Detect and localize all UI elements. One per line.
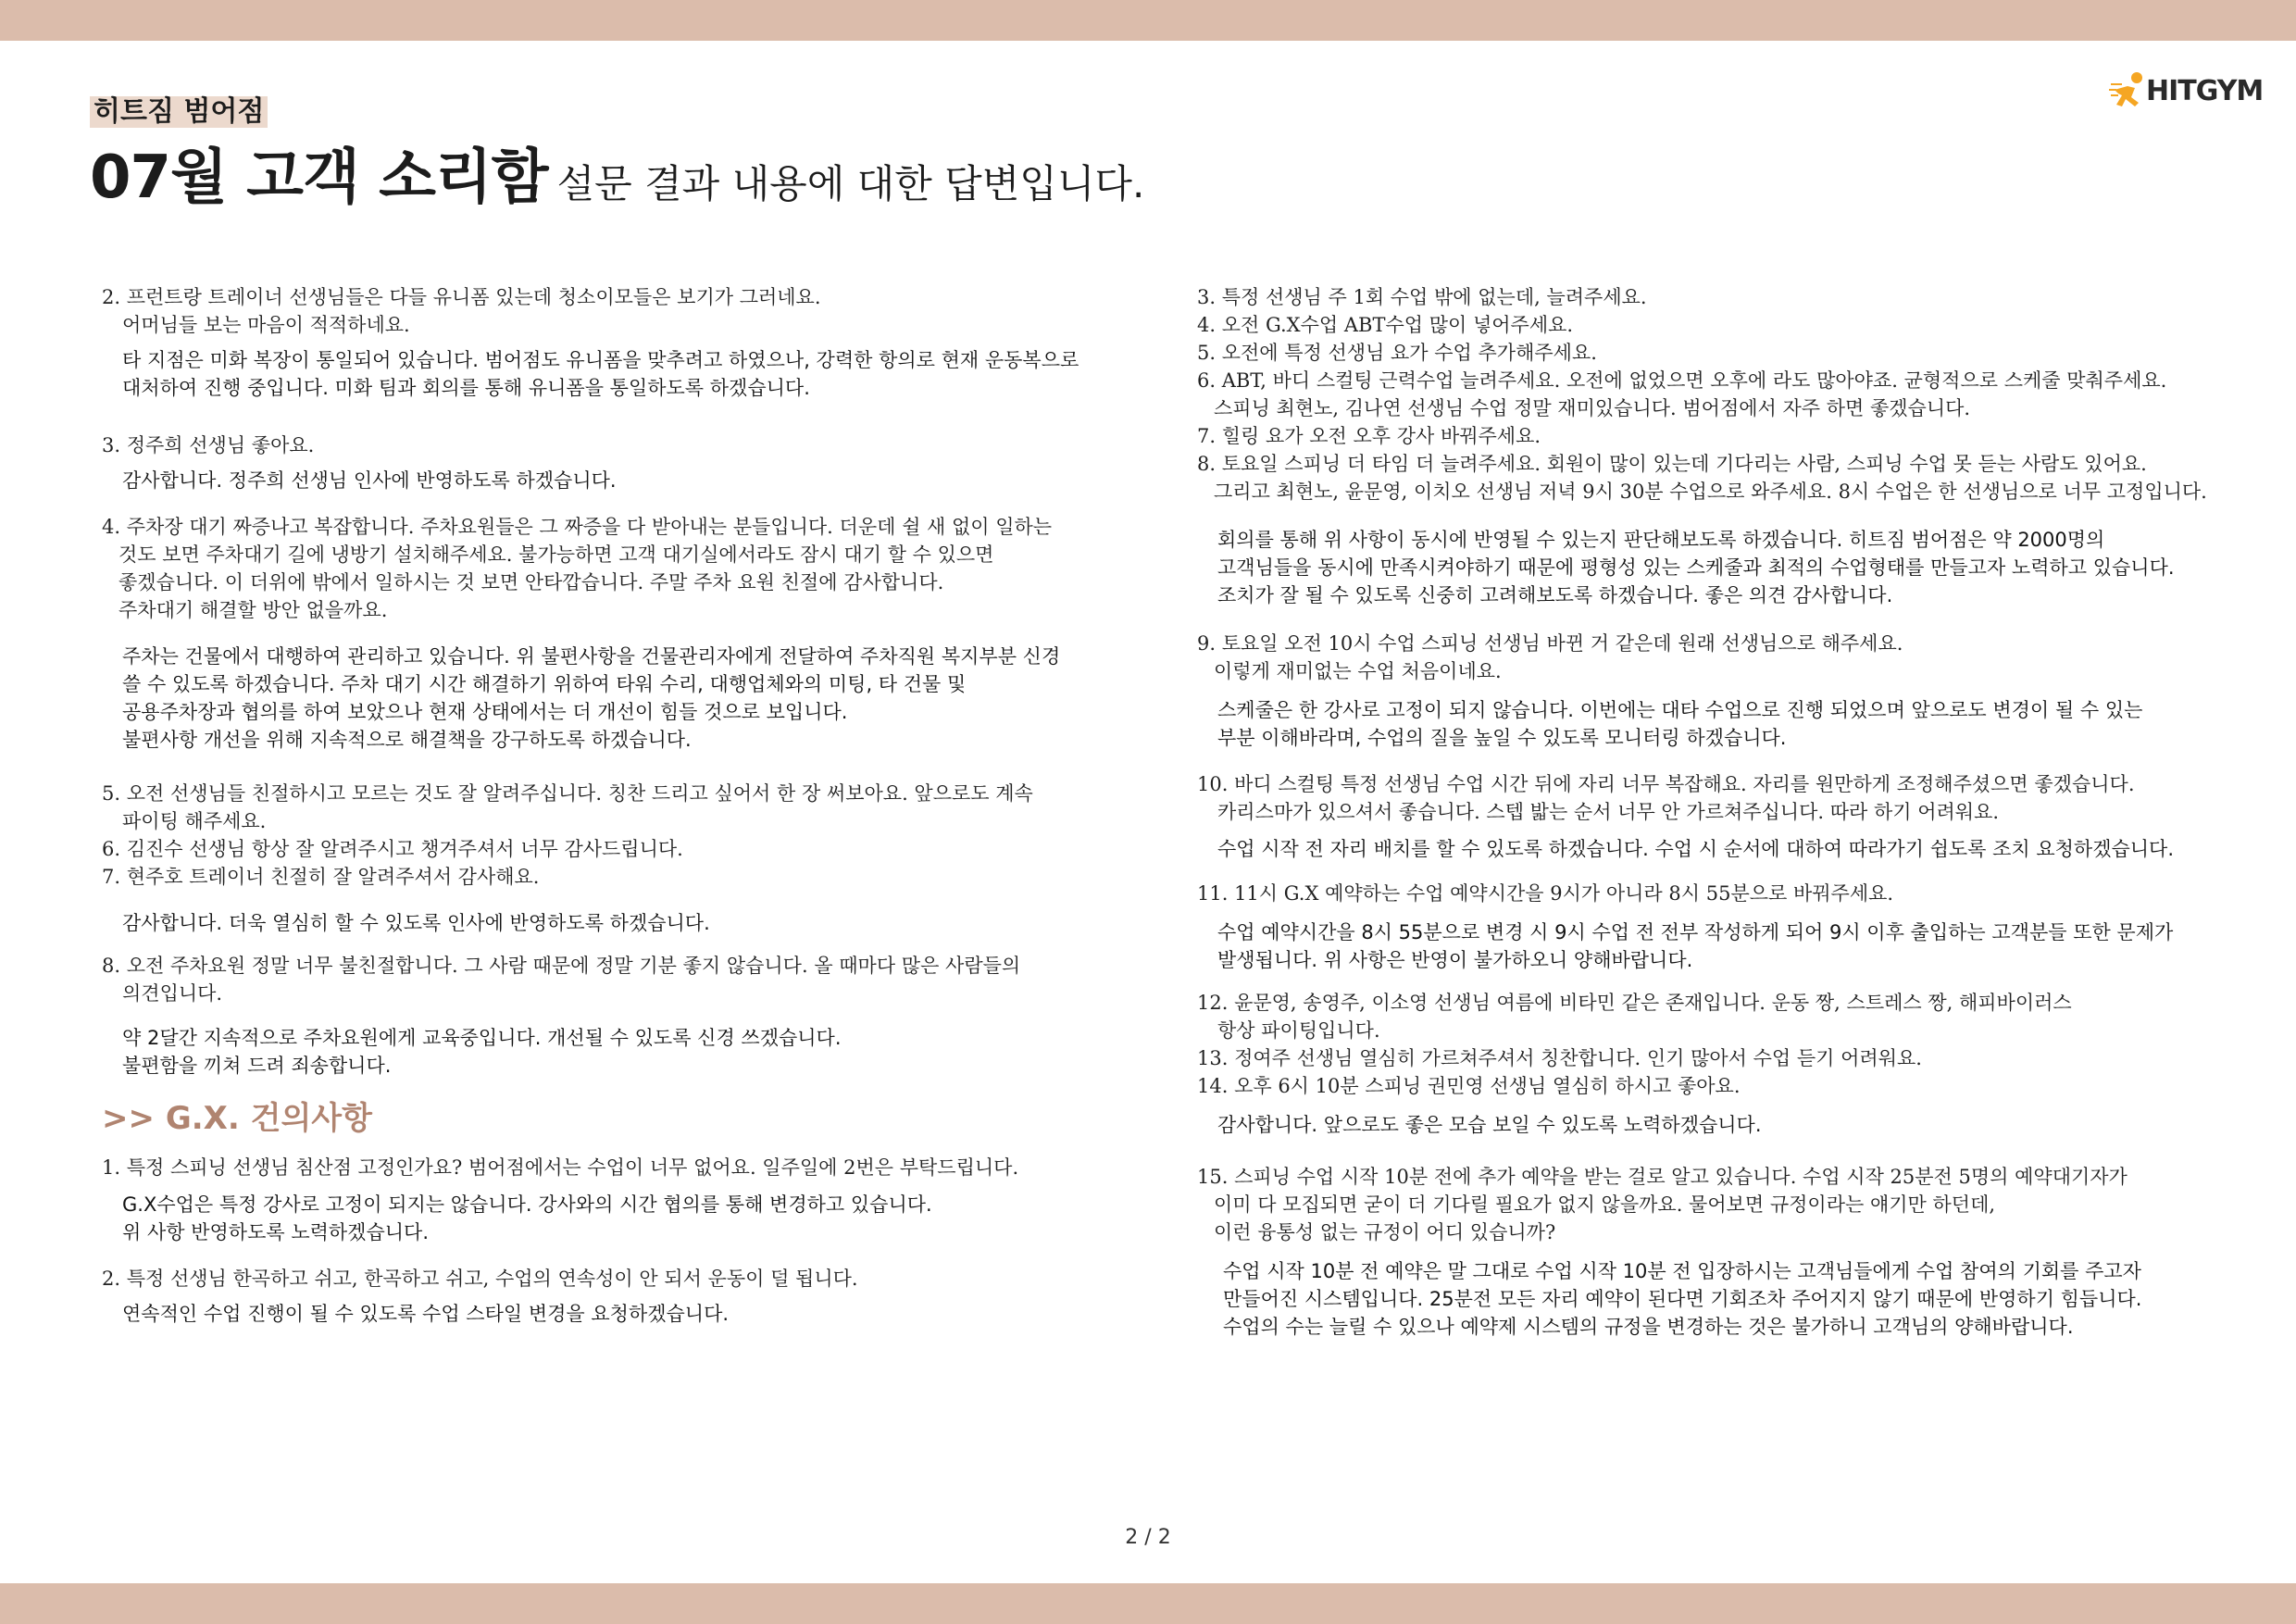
q8 (102, 952, 1120, 1007)
answer-line: 불편함을 끼쳐 드려 죄송합니다. (122, 1055, 392, 1077)
answer-line: 연속적인 수업 진행이 될 수 있도록 수업 스타일 변경을 요청하겠습니다. (122, 1303, 730, 1325)
gq1 (102, 1154, 1120, 1181)
rq15 (1197, 1163, 2252, 1246)
question-line: 6. 김진수 선생님 항상 잘 알려주시고 챙겨주셔서 너무 감사드립니다. (102, 838, 683, 860)
question-line: 의견입니다. (122, 982, 223, 1005)
answer-line: 수업 예약시간을 8시 55분으로 변경 시 9시 수업 전 전부 작성하게 되어 9시 이후 출입하는 고객분들 또한 문제가 (1217, 921, 2174, 943)
rq3to8 (1197, 283, 2252, 506)
answer-line: 감사합니다. 앞으로도 좋은 모습 보일 수 있도록 노력하겠습니다. (1217, 1114, 1762, 1136)
answer-line: 쓸 수 있도록 하겠습니다. 주차 대기 시간 해결하기 위하여 타워 수리, 대행업체와의 미팅, 타 건물 및 (122, 673, 967, 695)
ga2 (102, 1300, 1120, 1328)
page-title (90, 130, 1144, 215)
q2 (102, 283, 1120, 339)
question-line: 10. 바디 스컬팅 특정 선생님 수업 시간 뒤에 자리 너무 복잡해요. 자리를 원만하게 조정해주셨으면 좋겠습니다. (1197, 773, 2135, 795)
q4 (102, 513, 1120, 624)
page-number: 2 / 2 (1125, 1526, 1171, 1549)
question-line: 카리스마가 있으셔서 좋습니다. 스텝 밟는 순서 너무 안 가르쳐주십니다. 따라 하기 어려워요. (1217, 801, 2000, 823)
question-line: 어머님들 보는 마음이 적적하네요. (122, 314, 410, 336)
q3 (102, 431, 1120, 459)
question-line: 좋겠습니다. 이 더위에 밖에서 일하시는 것 보면 안타깝습니다. 주말 주차 요원 친절에 감사합니다. (119, 571, 944, 593)
branch-label: 히트짐 범어점 (90, 96, 268, 128)
answer-line: 약 2달간 지속적으로 주차요원에게 교육중입니다. 개선될 수 있도록 신경 쓰겠습니다. (122, 1027, 842, 1049)
logo-text: HITGYM (2146, 74, 2264, 107)
question-line: 12. 윤문영, 송영주, 이소영 선생님 여름에 비타민 같은 존재입니다. 운동 짱, 스트레스 짱, 해피바이러스 (1197, 992, 2072, 1014)
question-line: 이렇게 재미없는 수업 처음이네요. (1214, 660, 1502, 682)
answer-line: 감사합니다. 정주희 선생님 인사에 반영하도록 하겠습니다. (122, 469, 617, 492)
ra3to8 (1197, 526, 2252, 609)
question-line: 1. 특정 스피닝 선생님 침산점 고정인가요? 범어점에서는 수업이 너무 없어요. 일주일에 2번은 부탁드립니다. (102, 1156, 1019, 1179)
a2 (102, 346, 1120, 402)
question-line: 3. 정주희 선생님 좋아요. (102, 434, 315, 456)
a3 (102, 467, 1120, 494)
a5 (102, 909, 1120, 937)
answer-line: 주차는 건물에서 대행하여 관리하고 있습니다. 위 불편사항을 건물관리자에게 전달하여 주차직원 복지부분 신경 (122, 645, 1061, 668)
answer-line: 위 사항 반영하도록 노력하겠습니다. (122, 1221, 429, 1243)
answer-line: 조치가 잘 될 수 있도록 신중히 고려해보도록 하겠습니다. 좋은 의견 감사합니다. (1217, 584, 1893, 606)
title-main: 07월 고객 소리함 (90, 144, 548, 212)
hitgym-logo (2109, 69, 2263, 112)
question-line: 2. 특정 선생님 한곡하고 쉬고, 한곡하고 쉬고, 수업의 연속성이 안 되서 운동이 덜 됩니다. (102, 1268, 858, 1290)
a4 (102, 643, 1120, 754)
answer-line: 발생됩니다. 위 사항은 반영이 불가하오니 양해바랍니다. (1217, 949, 1693, 971)
question-line: 8. 오전 주차요원 정말 너무 불친절합니다. 그 사람 때문에 정말 기분 좋지 않습니다. 올 때마다 많은 사람들의 (102, 955, 1021, 977)
title-sub: 설문 결과 내용에 대한 답변입니다. (556, 161, 1145, 206)
question-line: 이런 융통성 없는 규정이 어디 있습니까? (1214, 1221, 1556, 1243)
question-line: 2. 프런트랑 트레이너 선생님들은 다들 유니폼 있는데 청소이모들은 보기가 그러네요. (102, 286, 821, 308)
question-line: 6. ABT, 바디 스컬팅 근력수업 늘려주세요. 오전에 없었으면 오후에 라도 많아야죠. 균형적으로 스케줄 맞춰주세요. (1197, 369, 2167, 392)
q5 (102, 780, 1120, 891)
bottom-band (0, 1583, 2296, 1624)
answer-line: 대처하여 진행 중입니다. 미화 팀과 회의를 통해 유니폼을 통일하도록 하겠습니다. (122, 377, 810, 399)
question-line: 항상 파이팅입니다. (1217, 1019, 1380, 1042)
rq9 (1197, 630, 2252, 685)
question-line: 3. 특정 선생님 주 1회 수업 밖에 없는데, 늘려주세요. (1197, 286, 1647, 308)
top-band (0, 0, 2296, 41)
question-line: 이미 다 모집되면 굳이 더 기다릴 필요가 없지 않을까요. 물어보면 규정이라는 얘기만 하던데, (1214, 1193, 1996, 1216)
section-heading-gx: >> G.X. 건의사항 (102, 1100, 372, 1137)
question-line: 7. 힐링 요가 오전 오후 강사 바꿔주세요. (1197, 425, 1541, 447)
rq10 (1197, 770, 2252, 826)
ra9 (1197, 696, 2252, 752)
question-line: 그리고 최현노, 윤문영, 이치오 선생님 저녁 9시 30분 수업으로 와주세요. 8시 수업은 한 선생님으로 너무 고정입니다. (1214, 481, 2207, 503)
question-line: 주차대기 해결할 방안 없을까요. (119, 599, 388, 621)
answer-line: 수업 시작 전 자리 배치를 할 수 있도록 하겠습니다. 수업 시 순서에 대하여 따라가기 쉽도록 조치 요청하겠습니다. (1217, 838, 2175, 860)
question-line: 7. 현주호 트레이너 친절히 잘 알려주셔서 감사해요. (102, 866, 540, 888)
answer-line: 수업의 수는 늘릴 수 있으나 예약제 시스템의 규정을 변경하는 것은 불가하니 고객님의 양해바랍니다. (1223, 1316, 2074, 1338)
question-line: 5. 오전 선생님들 친절하시고 모르는 것도 잘 알려주십니다. 칭찬 드리고 싶어서 한 장 써보아요. 앞으로도 계속 (102, 782, 1033, 805)
answer-line: 공용주차장과 협의를 하여 보았으나 현재 상태에서는 더 개선이 힘들 것으로 보입니다. (122, 701, 848, 723)
question-line: 5. 오전에 특정 선생님 요가 수업 추가해주세요. (1197, 342, 1597, 364)
right-column (1197, 283, 2252, 1341)
answer-line: 불편사항 개선을 위해 지속적으로 해결책을 강구하도록 하겠습니다. (122, 729, 692, 751)
answer-line: 타 지점은 미화 복장이 통일되어 있습니다. 범어점도 유니폼을 맞추려고 하였으나, 강력한 항의로 현재 운동복으로 (122, 349, 1079, 371)
question-line: 13. 정여주 선생님 열심히 가르쳐주셔서 칭찬합니다. 인기 많아서 수업 듣기 어려워요. (1197, 1047, 1922, 1069)
answer-line: 스케줄은 한 강사로 고정이 되지 않습니다. 이번에는 대타 수업으로 진행 되었으며 앞으로도 변경이 될 수 있는 (1217, 699, 2143, 721)
rq11 (1197, 880, 2252, 907)
a8 (102, 1024, 1120, 1080)
answer-line: 감사합니다. 더욱 열심히 할 수 있도록 인사에 반영하도록 하겠습니다. (122, 912, 710, 934)
question-line: 9. 토요일 오전 10시 수업 스피닝 선생님 바뀐 거 같은데 원래 선생님으로 해주세요. (1197, 632, 1903, 655)
question-line: 4. 주차장 대기 짜증나고 복잡합니다. 주차요원들은 그 짜증을 다 받아내는 분들입니다. 더운데 쉴 새 없이 일하는 (102, 516, 1053, 538)
answer-line: G.X수업은 특정 강사로 고정이 되지는 않습니다. 강사와의 시간 협의를 통해 변경하고 있습니다. (122, 1193, 932, 1216)
ra12 (1197, 1111, 2252, 1139)
question-line: 4. 오전 G.X수업 ABT수업 많이 넣어주세요. (1197, 314, 1574, 336)
answer-line: 만들어진 시스템입니다. 25분전 모든 자리 예약이 된다면 기회조차 주어지지 않기 때문에 반영하기 힘듭니다. (1223, 1288, 2142, 1310)
rq12 (1197, 989, 2252, 1100)
answer-line: 회의를 통해 위 사항이 동시에 반영될 수 있는지 판단해보도록 하겠습니다. 히트짐 범어점은 약 2000명의 (1217, 529, 2105, 551)
question-line: 15. 스피닝 수업 시작 10분 전에 추가 예약을 받는 걸로 알고 있습니다. 수업 시작 25분전 5명의 예약대기자가 (1197, 1166, 2128, 1188)
ra15 (1197, 1257, 2252, 1341)
answer-line: 수업 시작 10분 전 예약은 말 그대로 수업 시작 10분 전 입장하시는 고객님들에게 수업 참여의 기회를 주고자 (1223, 1260, 2141, 1282)
question-line: 8. 토요일 스피닝 더 타임 더 늘려주세요. 회원이 많이 있는데 기다리는 사람, 스피닝 수업 못 듣는 사람도 있어요. (1197, 453, 2147, 475)
question-line: 11. 11시 G.X 예약하는 수업 예약시간을 9시가 아니라 8시 55분으로 바꿔주세요. (1197, 882, 1894, 905)
ra11 (1197, 918, 2252, 974)
question-line: 파이팅 해주세요. (122, 810, 267, 832)
question-line: 스피닝 최현노, 김나연 선생님 수업 정말 재미있습니다. 범어점에서 자주 하면 좋겠습니다. (1214, 397, 1971, 419)
ra10 (1197, 835, 2252, 863)
answer-line: 고객님들을 동시에 만족시켜야하기 때문에 평형성 있는 스케줄과 최적의 수업형태를 만들고자 노력하고 있습니다. (1217, 556, 2175, 579)
left-column (102, 283, 1120, 1328)
gq2 (102, 1265, 1120, 1293)
ga1 (102, 1191, 1120, 1246)
question-line: 14. 오후 6시 10분 스피닝 권민영 선생님 열심히 하시고 좋아요. (1197, 1075, 1741, 1097)
question-line: 것도 보면 주차대기 길에 냉방기 설치해주세요. 불가능하면 고객 대기실에서라도 잠시 대기 할 수 있으면 (119, 543, 994, 566)
answer-line: 부분 이해바라며, 수업의 질을 높일 수 있도록 모니터링 하겠습니다. (1217, 727, 1787, 749)
